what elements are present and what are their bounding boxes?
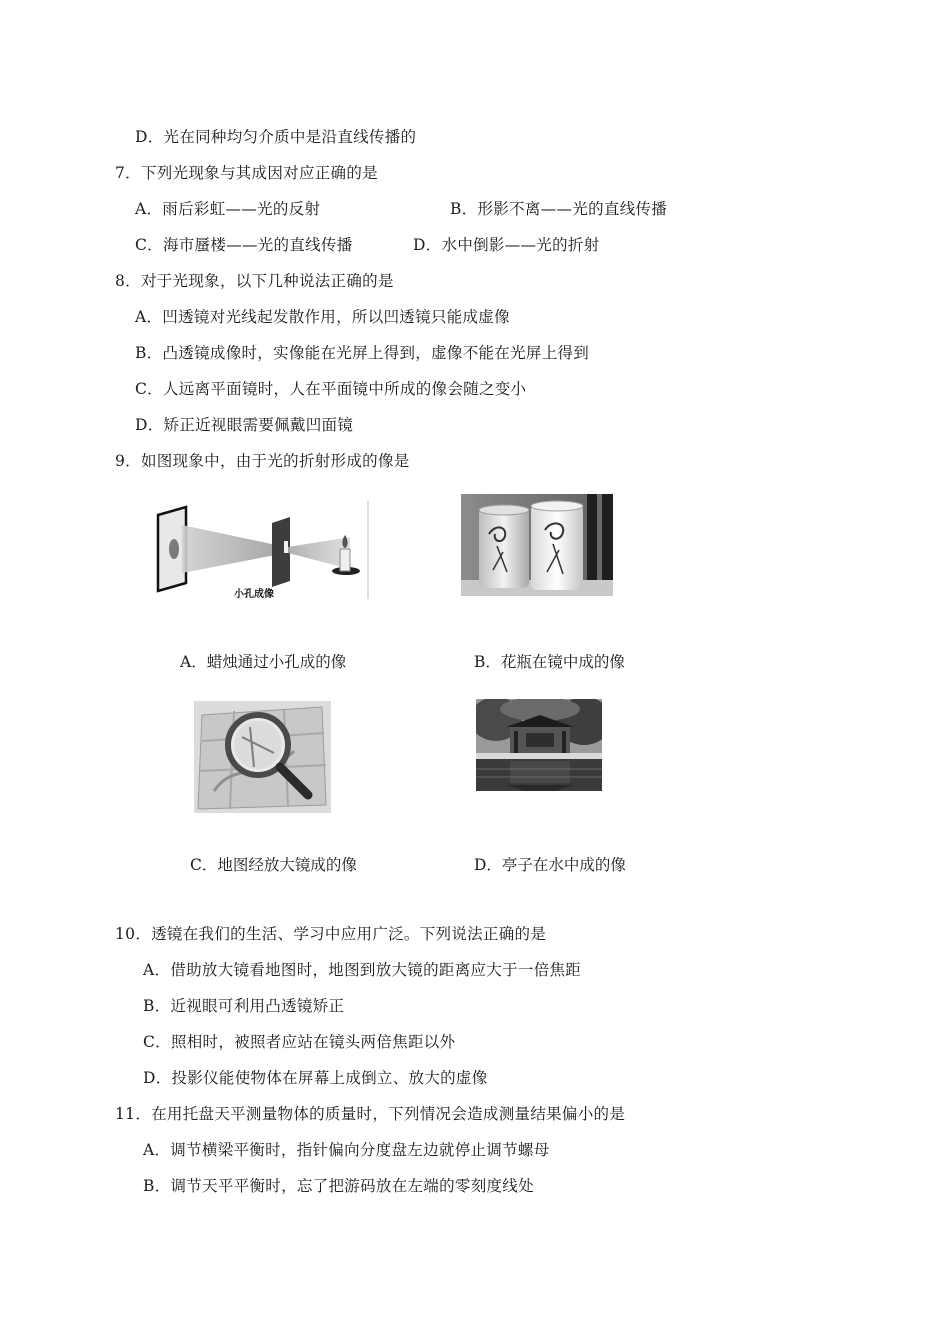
q9-caption-b: B．花瓶在镜中成的像 — [474, 653, 625, 671]
q11-stem: 11．在用托盘天平测量物体的质量时，下列情况会造成测量结果偏小的是 — [115, 1105, 626, 1123]
q9-stem: 9．如图现象中，由于光的折射形成的像是 — [115, 452, 410, 470]
q8-option-b: B．凸透镜成像时，实像能在光屏上得到，虚像不能在光屏上得到 — [135, 344, 590, 362]
q7-option-c: C．海市蜃楼——光的直线传播 — [135, 236, 353, 254]
q9-caption-c: C．地图经放大镜成的像 — [190, 856, 357, 874]
q11-option-a: A．调节横梁平衡时，指针偏向分度盘左边就停止调节螺母 — [143, 1141, 550, 1159]
q7-option-d: D．水中倒影——光的折射 — [413, 236, 600, 254]
q9-caption-a: A．蜡烛通过小孔成的像 — [180, 653, 347, 671]
q10-option-c: C．照相时，被照者应站在镜头两倍焦距以外 — [143, 1033, 456, 1051]
figure-pinhole-camera — [152, 497, 370, 601]
pavilion-photo — [476, 699, 602, 791]
q7-option-a: A．雨后彩虹——光的反射 — [135, 200, 321, 218]
q10-stem: 10．透镜在我们的生活、学习中应用广泛。下列说法正确的是 — [115, 925, 547, 943]
q7-stem: 7．下列光现象与其成因对应正确的是 — [115, 164, 378, 182]
q10-option-d: D．投影仪能使物体在屏幕上成倒立、放大的虚像 — [143, 1069, 488, 1087]
vase-mirror-photo — [461, 494, 613, 596]
q10-option-a: A．借助放大镜看地图时，地图到放大镜的距离应大于一倍焦距 — [143, 961, 582, 979]
q6-option-d: D．光在同种均匀介质中是沿直线传播的 — [135, 128, 417, 146]
magnifier-map-photo — [194, 701, 331, 813]
figure-vase-mirror — [461, 494, 613, 596]
q8-option-a: A．凹透镜对光线起发散作用，所以凹透镜只能成虚像 — [135, 308, 510, 326]
q7-option-b: B．形影不离——光的直线传播 — [450, 200, 668, 218]
q8-option-d: D．矫正近视眼需要佩戴凹面镜 — [135, 416, 354, 434]
pinhole-label: 小孔成像 — [234, 589, 274, 600]
q8-stem: 8．对于光现象，以下几种说法正确的是 — [115, 272, 394, 290]
figure-magnifier-map — [194, 701, 331, 813]
figure-pavilion-reflection — [476, 699, 602, 791]
q9-caption-d: D．亭子在水中成的像 — [474, 856, 626, 874]
q11-option-b: B．调节天平平衡时，忘了把游码放在左端的零刻度线处 — [143, 1177, 534, 1195]
q8-option-c: C．人远离平面镜时，人在平面镜中所成的像会随之变小 — [135, 380, 527, 398]
pinhole-diagram — [152, 497, 370, 601]
q10-option-b: B．近视眼可利用凸透镜矫正 — [143, 997, 345, 1015]
